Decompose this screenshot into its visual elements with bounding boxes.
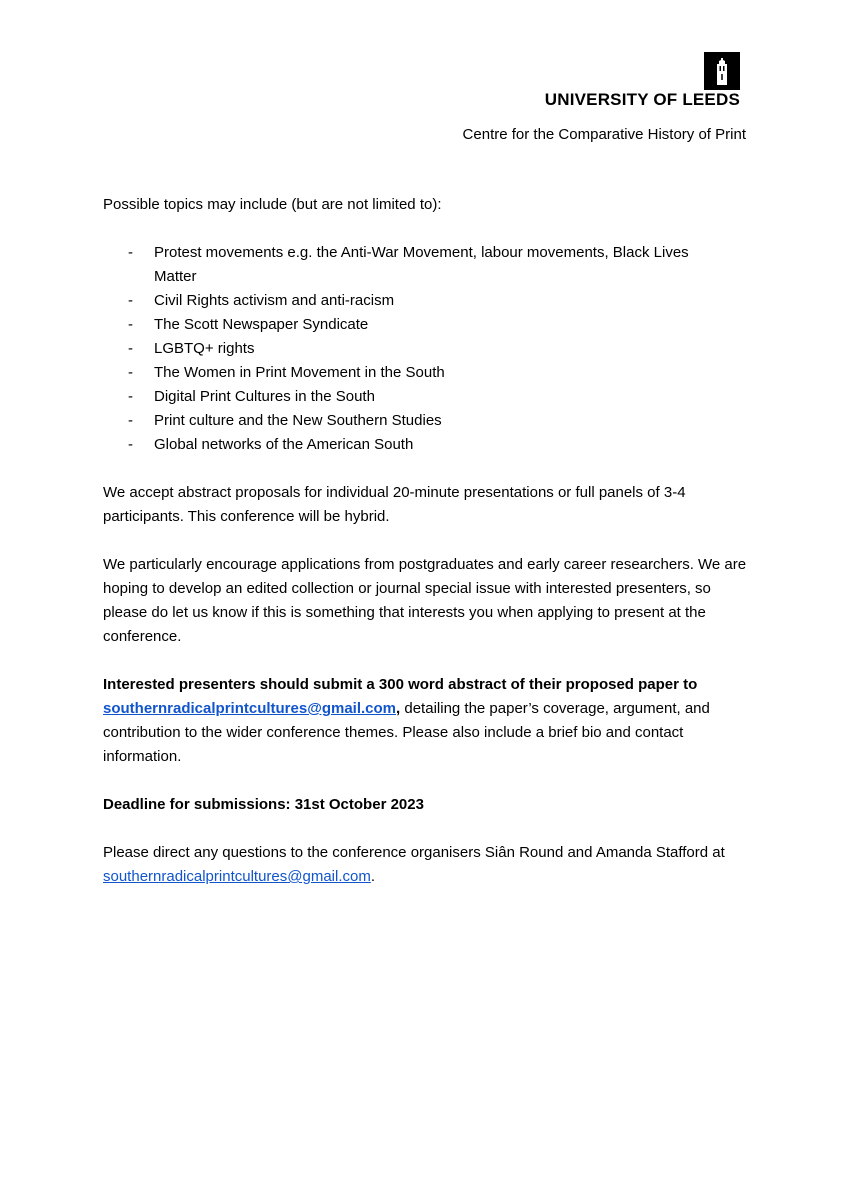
topics-list [103, 241, 753, 457]
bullet-dash: - [128, 340, 133, 357]
list-item: - Protest movements e.g. the Anti-War Movement, labour movements, Black Lives Matter [103, 241, 753, 289]
questions-text: Please direct any questions to the conference organisers Siân Round and Amanda Stafford at [103, 844, 725, 861]
bullet-dash: - [128, 436, 133, 453]
submission-comma: , [396, 700, 401, 717]
list-item: - Civil Rights activism and anti-racism [103, 289, 753, 313]
leeds-tower-icon [704, 52, 740, 90]
university-logo [704, 52, 740, 90]
proposals-paragraph: We accept abstract proposals for individual 20-minute presentations or full panels of 3-4 participants. This conference will be hybrid. [103, 484, 686, 525]
submission-email-link[interactable]: southernradicalprintcultures@gmail.com [103, 700, 397, 717]
list-item: - The Scott Newspaper Syndicate [103, 313, 753, 337]
document-body [103, 193, 753, 913]
centre-name: Centre for the Comparative History of Print [462, 126, 746, 143]
submission-bold-lead: Interested presenters should submit a 300 word abstract of their proposed paper to [103, 676, 698, 693]
bullet-dash: - [128, 316, 133, 333]
questions-paragraph [103, 841, 753, 889]
submission-rest: detailing the paper’s coverage, argument, and contribution to the wider conference themes. Please also include a brief bio and contact information. [103, 700, 710, 765]
list-item: - LGBTQ+ rights [103, 337, 753, 361]
list-item: - Digital Print Cultures in the South [103, 385, 753, 409]
bullet-dash: - [128, 244, 133, 261]
deadline: Deadline for submissions: 31st October 2023 [103, 796, 424, 813]
submission-paragraph [103, 673, 753, 769]
list-item: - The Women in Print Movement in the South [103, 361, 753, 385]
questions-email-link[interactable]: southernradicalprintcultures@gmail.com [103, 868, 371, 885]
university-name: UNIVERSITY OF LEEDS [544, 90, 740, 109]
bullet-dash: - [128, 292, 133, 309]
topics-intro: Possible topics may include (but are not limited to): [103, 196, 442, 213]
questions-end: . [370, 868, 376, 885]
list-item: - Global networks of the American South [103, 433, 753, 457]
encourage-paragraph: We particularly encourage applications from postgraduates and early career researchers. We are hoping to develop an edited collection or journal special issue with interested presenters, so please do let us know if this is something that interests you when applying to present at the conference. [103, 556, 747, 645]
bullet-dash: - [128, 364, 133, 381]
list-item: - Print culture and the New Southern Studies [103, 409, 753, 433]
bullet-dash: - [128, 388, 133, 405]
bullet-dash: - [128, 412, 133, 429]
